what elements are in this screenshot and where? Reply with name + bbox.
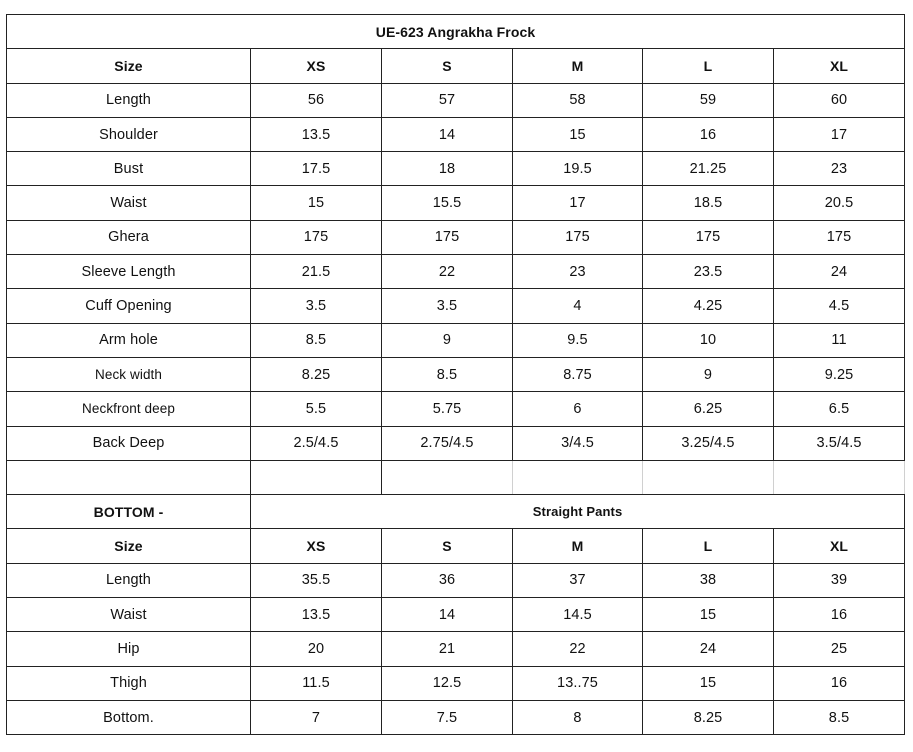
- cell-value: XL: [774, 529, 905, 563]
- cell-value: 4: [513, 289, 643, 323]
- cell-value: 10: [643, 323, 774, 357]
- measurement-row: [7, 666, 905, 700]
- measurement-row: [7, 289, 905, 323]
- cell-value: 23.5: [643, 255, 774, 289]
- bottom-section-row: [7, 495, 905, 529]
- spacer-row: [7, 460, 905, 494]
- empty-cell: [774, 460, 905, 494]
- cell-value: 38: [643, 563, 774, 597]
- cell-value: 23: [774, 152, 905, 186]
- cell-value: 8.75: [513, 357, 643, 391]
- cell-value: 25: [774, 632, 905, 666]
- cell-value: 175: [774, 220, 905, 254]
- cell-value: M: [513, 49, 643, 83]
- cell-value: 3.25/4.5: [643, 426, 774, 460]
- cell-value: 14: [382, 598, 513, 632]
- row-label: Thigh: [7, 666, 251, 700]
- cell-value: 3/4.5: [513, 426, 643, 460]
- cell-value: 15: [643, 666, 774, 700]
- cell-value: 56: [251, 83, 382, 117]
- measurement-row: [7, 357, 905, 391]
- cell-value: 11.5: [251, 666, 382, 700]
- row-label: Neckfront deep: [7, 392, 251, 426]
- cell-value: 11: [774, 323, 905, 357]
- chart-title: UE-623 Angrakha Frock: [7, 15, 905, 49]
- cell-value: 37: [513, 563, 643, 597]
- measurement-row: [7, 83, 905, 117]
- row-label: Length: [7, 563, 251, 597]
- cell-value: 14: [382, 117, 513, 151]
- header-row: [7, 529, 905, 563]
- empty-cell: [251, 460, 382, 494]
- size-chart-body: [7, 15, 905, 735]
- cell-value: 13.5: [251, 598, 382, 632]
- cell-value: 20.5: [774, 186, 905, 220]
- cell-value: 17.5: [251, 152, 382, 186]
- row-label: Waist: [7, 186, 251, 220]
- cell-value: 22: [513, 632, 643, 666]
- measurement-row: [7, 563, 905, 597]
- cell-value: 3.5: [382, 289, 513, 323]
- cell-value: 7.5: [382, 700, 513, 734]
- cell-value: 8.25: [643, 700, 774, 734]
- cell-value: XS: [251, 49, 382, 83]
- cell-value: 2.5/4.5: [251, 426, 382, 460]
- title-row: [7, 15, 905, 49]
- measurement-row: [7, 700, 905, 734]
- cell-value: XL: [774, 49, 905, 83]
- cell-value: L: [643, 49, 774, 83]
- cell-value: 21: [382, 632, 513, 666]
- cell-value: 22: [382, 255, 513, 289]
- cell-value: 3.5/4.5: [774, 426, 905, 460]
- measurement-row: [7, 220, 905, 254]
- cell-value: 4.5: [774, 289, 905, 323]
- cell-value: 16: [774, 598, 905, 632]
- measurement-row: [7, 186, 905, 220]
- cell-value: 60: [774, 83, 905, 117]
- empty-cell: [513, 460, 643, 494]
- cell-value: 15: [643, 598, 774, 632]
- row-label: Neck width: [7, 357, 251, 391]
- cell-value: 39: [774, 563, 905, 597]
- cell-value: M: [513, 529, 643, 563]
- cell-value: 36: [382, 563, 513, 597]
- row-label: Cuff Opening: [7, 289, 251, 323]
- cell-value: 175: [382, 220, 513, 254]
- cell-value: 6.5: [774, 392, 905, 426]
- cell-value: 13..75: [513, 666, 643, 700]
- row-label: Length: [7, 83, 251, 117]
- row-label: Sleeve Length: [7, 255, 251, 289]
- empty-cell: [7, 460, 251, 494]
- cell-value: 175: [643, 220, 774, 254]
- cell-value: 175: [513, 220, 643, 254]
- measurement-row: [7, 255, 905, 289]
- cell-value: 23: [513, 255, 643, 289]
- cell-value: 3.5: [251, 289, 382, 323]
- cell-value: 2.75/4.5: [382, 426, 513, 460]
- cell-value: XS: [251, 529, 382, 563]
- cell-value: 21.25: [643, 152, 774, 186]
- cell-value: 17: [774, 117, 905, 151]
- cell-value: 24: [774, 255, 905, 289]
- row-label: Ghera: [7, 220, 251, 254]
- cell-value: 18.5: [643, 186, 774, 220]
- cell-value: 8.5: [251, 323, 382, 357]
- row-label: Bottom.: [7, 700, 251, 734]
- cell-value: 8.5: [382, 357, 513, 391]
- cell-value: 6: [513, 392, 643, 426]
- cell-value: 57: [382, 83, 513, 117]
- cell-value: 9.25: [774, 357, 905, 391]
- cell-value: 6.25: [643, 392, 774, 426]
- bottom-type-label: Straight Pants: [251, 495, 905, 529]
- cell-value: 7: [251, 700, 382, 734]
- row-label: Shoulder: [7, 117, 251, 151]
- cell-value: 8.5: [774, 700, 905, 734]
- empty-cell: [382, 460, 513, 494]
- row-label: Size: [7, 529, 251, 563]
- cell-value: 13.5: [251, 117, 382, 151]
- measurement-row: [7, 117, 905, 151]
- cell-value: 14.5: [513, 598, 643, 632]
- cell-value: 175: [251, 220, 382, 254]
- cell-value: 15: [513, 117, 643, 151]
- cell-value: 5.5: [251, 392, 382, 426]
- cell-value: 9: [643, 357, 774, 391]
- row-label: Size: [7, 49, 251, 83]
- cell-value: 17: [513, 186, 643, 220]
- cell-value: 12.5: [382, 666, 513, 700]
- cell-value: 24: [643, 632, 774, 666]
- header-row: [7, 49, 905, 83]
- cell-value: 5.75: [382, 392, 513, 426]
- cell-value: L: [643, 529, 774, 563]
- cell-value: 35.5: [251, 563, 382, 597]
- measurement-row: [7, 323, 905, 357]
- cell-value: 16: [774, 666, 905, 700]
- cell-value: 20: [251, 632, 382, 666]
- row-label: Back Deep: [7, 426, 251, 460]
- cell-value: S: [382, 49, 513, 83]
- measurement-row: [7, 392, 905, 426]
- empty-cell: [643, 460, 774, 494]
- size-chart-table: [6, 14, 905, 735]
- cell-value: 19.5: [513, 152, 643, 186]
- row-label: Waist: [7, 598, 251, 632]
- bottom-section-label: BOTTOM -: [7, 495, 251, 529]
- row-label: Hip: [7, 632, 251, 666]
- cell-value: 58: [513, 83, 643, 117]
- cell-value: 9.5: [513, 323, 643, 357]
- row-label: Bust: [7, 152, 251, 186]
- cell-value: 16: [643, 117, 774, 151]
- cell-value: 18: [382, 152, 513, 186]
- cell-value: 15: [251, 186, 382, 220]
- measurement-row: [7, 426, 905, 460]
- cell-value: 21.5: [251, 255, 382, 289]
- measurement-row: [7, 632, 905, 666]
- cell-value: 59: [643, 83, 774, 117]
- cell-value: S: [382, 529, 513, 563]
- cell-value: 8: [513, 700, 643, 734]
- row-label: Arm hole: [7, 323, 251, 357]
- measurement-row: [7, 152, 905, 186]
- cell-value: 9: [382, 323, 513, 357]
- cell-value: 8.25: [251, 357, 382, 391]
- cell-value: 4.25: [643, 289, 774, 323]
- cell-value: 15.5: [382, 186, 513, 220]
- measurement-row: [7, 598, 905, 632]
